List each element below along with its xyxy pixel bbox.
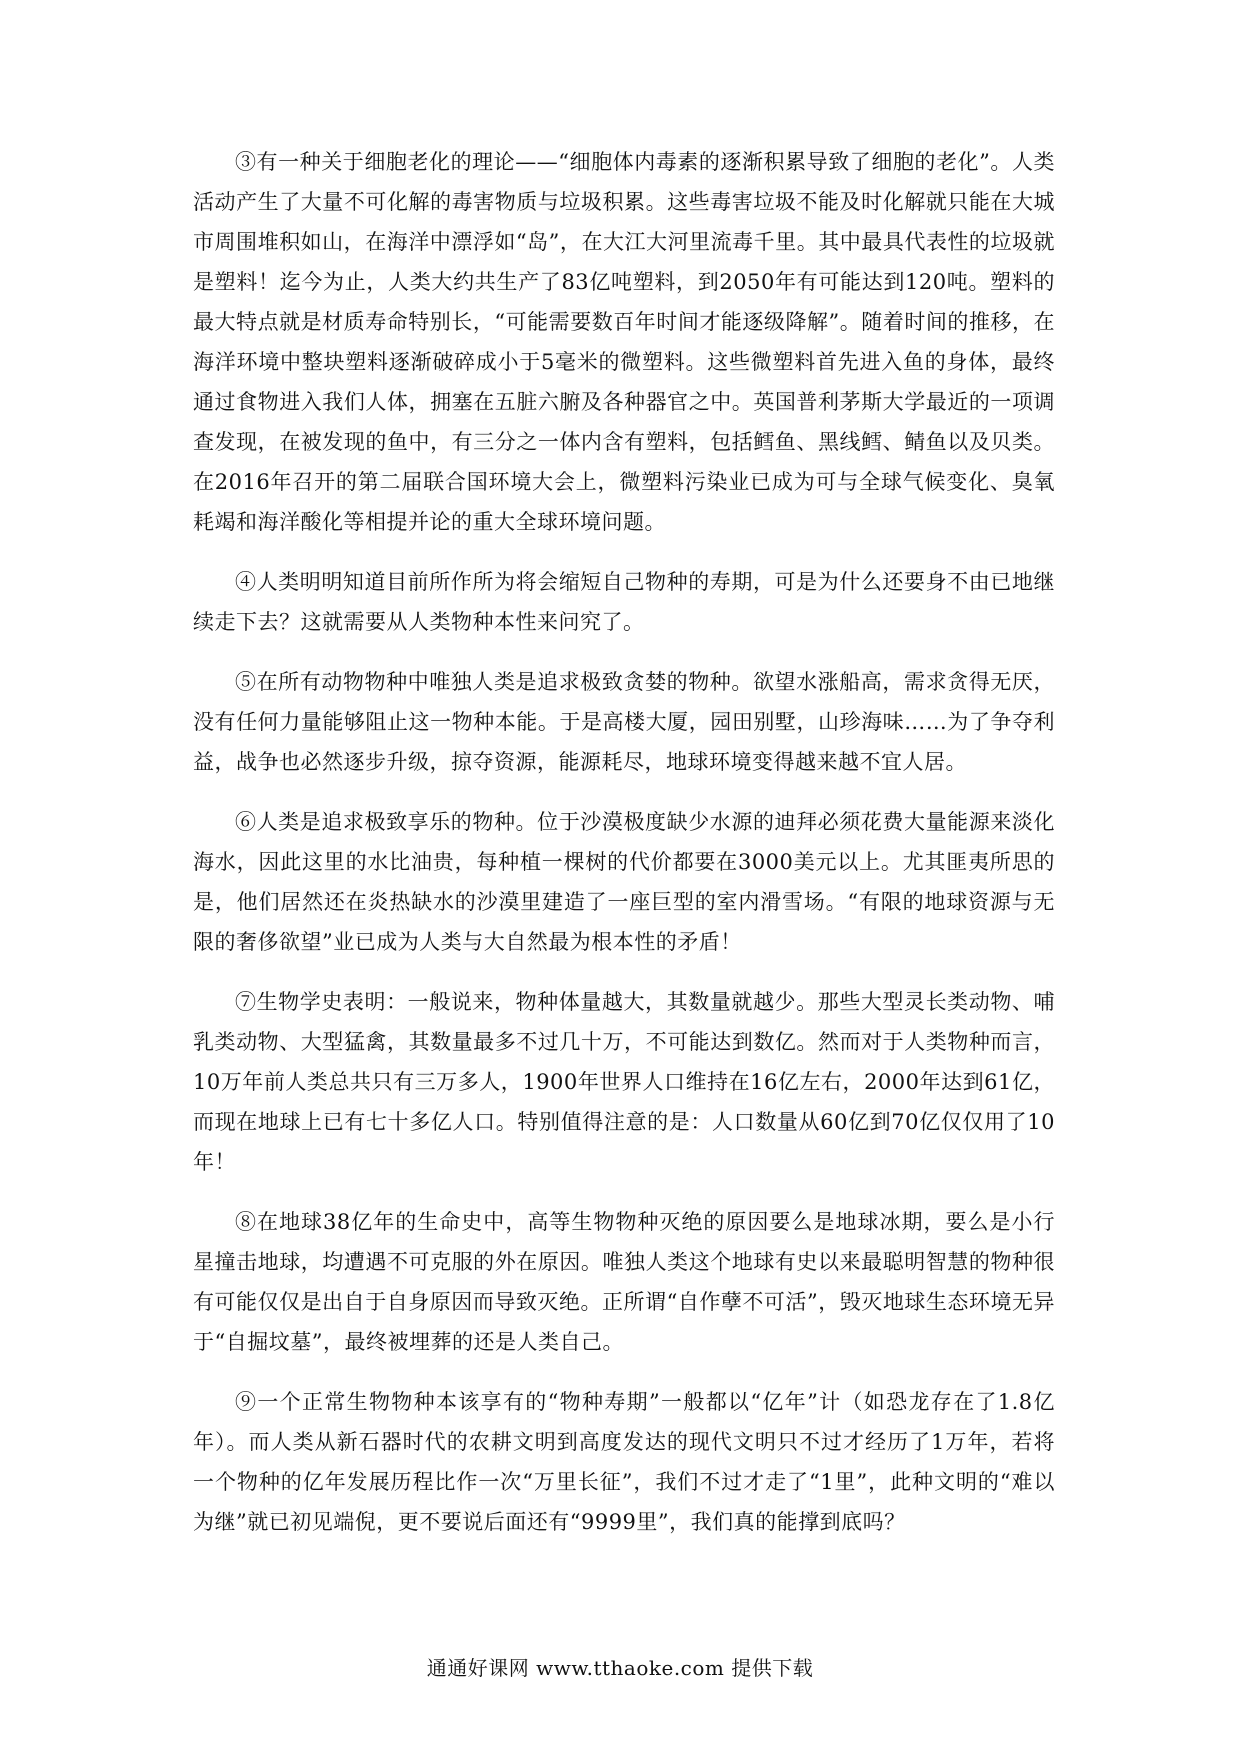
paragraph-7: ⑦生物学史表明：一般说来，物种体量越大，其数量就越少。那些大型灵长类动物、哺乳类动物、大型猛禽，其数量最多不过几十万，不可能达到数亿。然而对于人类物种而言，10万年前人类总共只有三万多人，1900年世界人口维持在16亿左右，2000年达到61亿，而现在地球上已有七十多亿人口。特别值得注意的是：人口数量从60亿到70亿仅仅用了10年！ [193,990,1055,1174]
paragraph-3: ③有一种关于细胞老化的理论——“细胞体内毒素的逐渐积累导致了细胞的老化”。人类活动产生了大量不可化解的毒害物质与垃圾积累。这些毒害垃圾不能及时化解就只能在大城市周围堆积如山，在海洋中漂浮如“岛”，在大江大河里流毒千里。其中最具代表性的垃圾就是塑料！迄今为止，人类大约共生产了83亿吨塑料，到2050年有可能达到120吨。塑料的最大特点就是材质寿命特别长，“可能需要数百年时间才能逐级降解”。随着时间的推移，在海洋环境中整块塑料逐渐破碎成小于5毫米的微塑料。这些微塑料首先进入鱼的身体，最终通过食物进入我们人体，拥塞在五脏六腑及各种器官之中。英国普利茅斯大学最近的一项调查发现，在被发现的鱼中，有三分之一体内含有塑料，包括鳕鱼、黑线鳕、鲭鱼以及贝类。在2016年召开的第二届联合国环境大会上，微塑料污染业已成为可与全球气候变化、臭氧耗竭和海洋酸化等相提并论的重大全球环境问题。 [193,150,1055,534]
paragraph-9: ⑨一个正常生物物种本该享有的“物种寿期”一般都以“亿年”计（如恐龙存在了1.8亿年）。而人类从新石器时代的农耕文明到高度发达的现代文明只不过才经历了1万年，若将一个物种的亿年发展历程比作一次“万里长征”，我们不过才走了“1里”，此种文明的“难以为继”就已初见端倪，更不要说后面还有“9999里”，我们真的能撑到底吗？ [193,1390,1055,1534]
page-footer: 通通好课网 www.tthaoke.com 提供下载 [426,1656,814,1680]
paragraph-4: ④人类明明知道目前所作所为将会缩短自己物种的寿期，可是为什么还要身不由已地继续走下去？这就需要从人类物种本性来问究了。 [193,570,1055,634]
article-body [193,142,1055,1562]
paragraph-5: ⑤在所有动物物种中唯独人类是追求极致贪婪的物种。欲望水涨船高，需求贪得无厌，没有任何力量能够阻止这一物种本能。于是高楼大厦，园田别墅，山珍海味……为了争夺利益，战争也必然逐步升级，掠夺资源，能源耗尽，地球环境变得越来越不宜人居。 [193,670,1055,774]
paragraph-6: ⑥人类是追求极致享乐的物种。位于沙漠极度缺少水源的迪拜必须花费大量能源来淡化海水，因此这里的水比油贵，每种植一棵树的代价都要在3000美元以上。尤其匪夷所思的是，他们居然还在炎热缺水的沙漠里建造了一座巨型的室内滑雪场。“有限的地球资源与无限的奢侈欲望”业已成为人类与大自然最为根本性的矛盾！ [193,810,1055,954]
paragraph-8: ⑧在地球38亿年的生命史中，高等生物物种灭绝的原因要么是地球冰期，要么是小行星撞击地球，均遭遇不可克服的外在原因。唯独人类这个地球有史以来最聪明智慧的物种很有可能仅仅是出自于自身原因而导致灭绝。正所谓“自作孽不可活”，毁灭地球生态环境无异于“自掘坟墓”，最终被埋葬的还是人类自己。 [193,1210,1055,1354]
